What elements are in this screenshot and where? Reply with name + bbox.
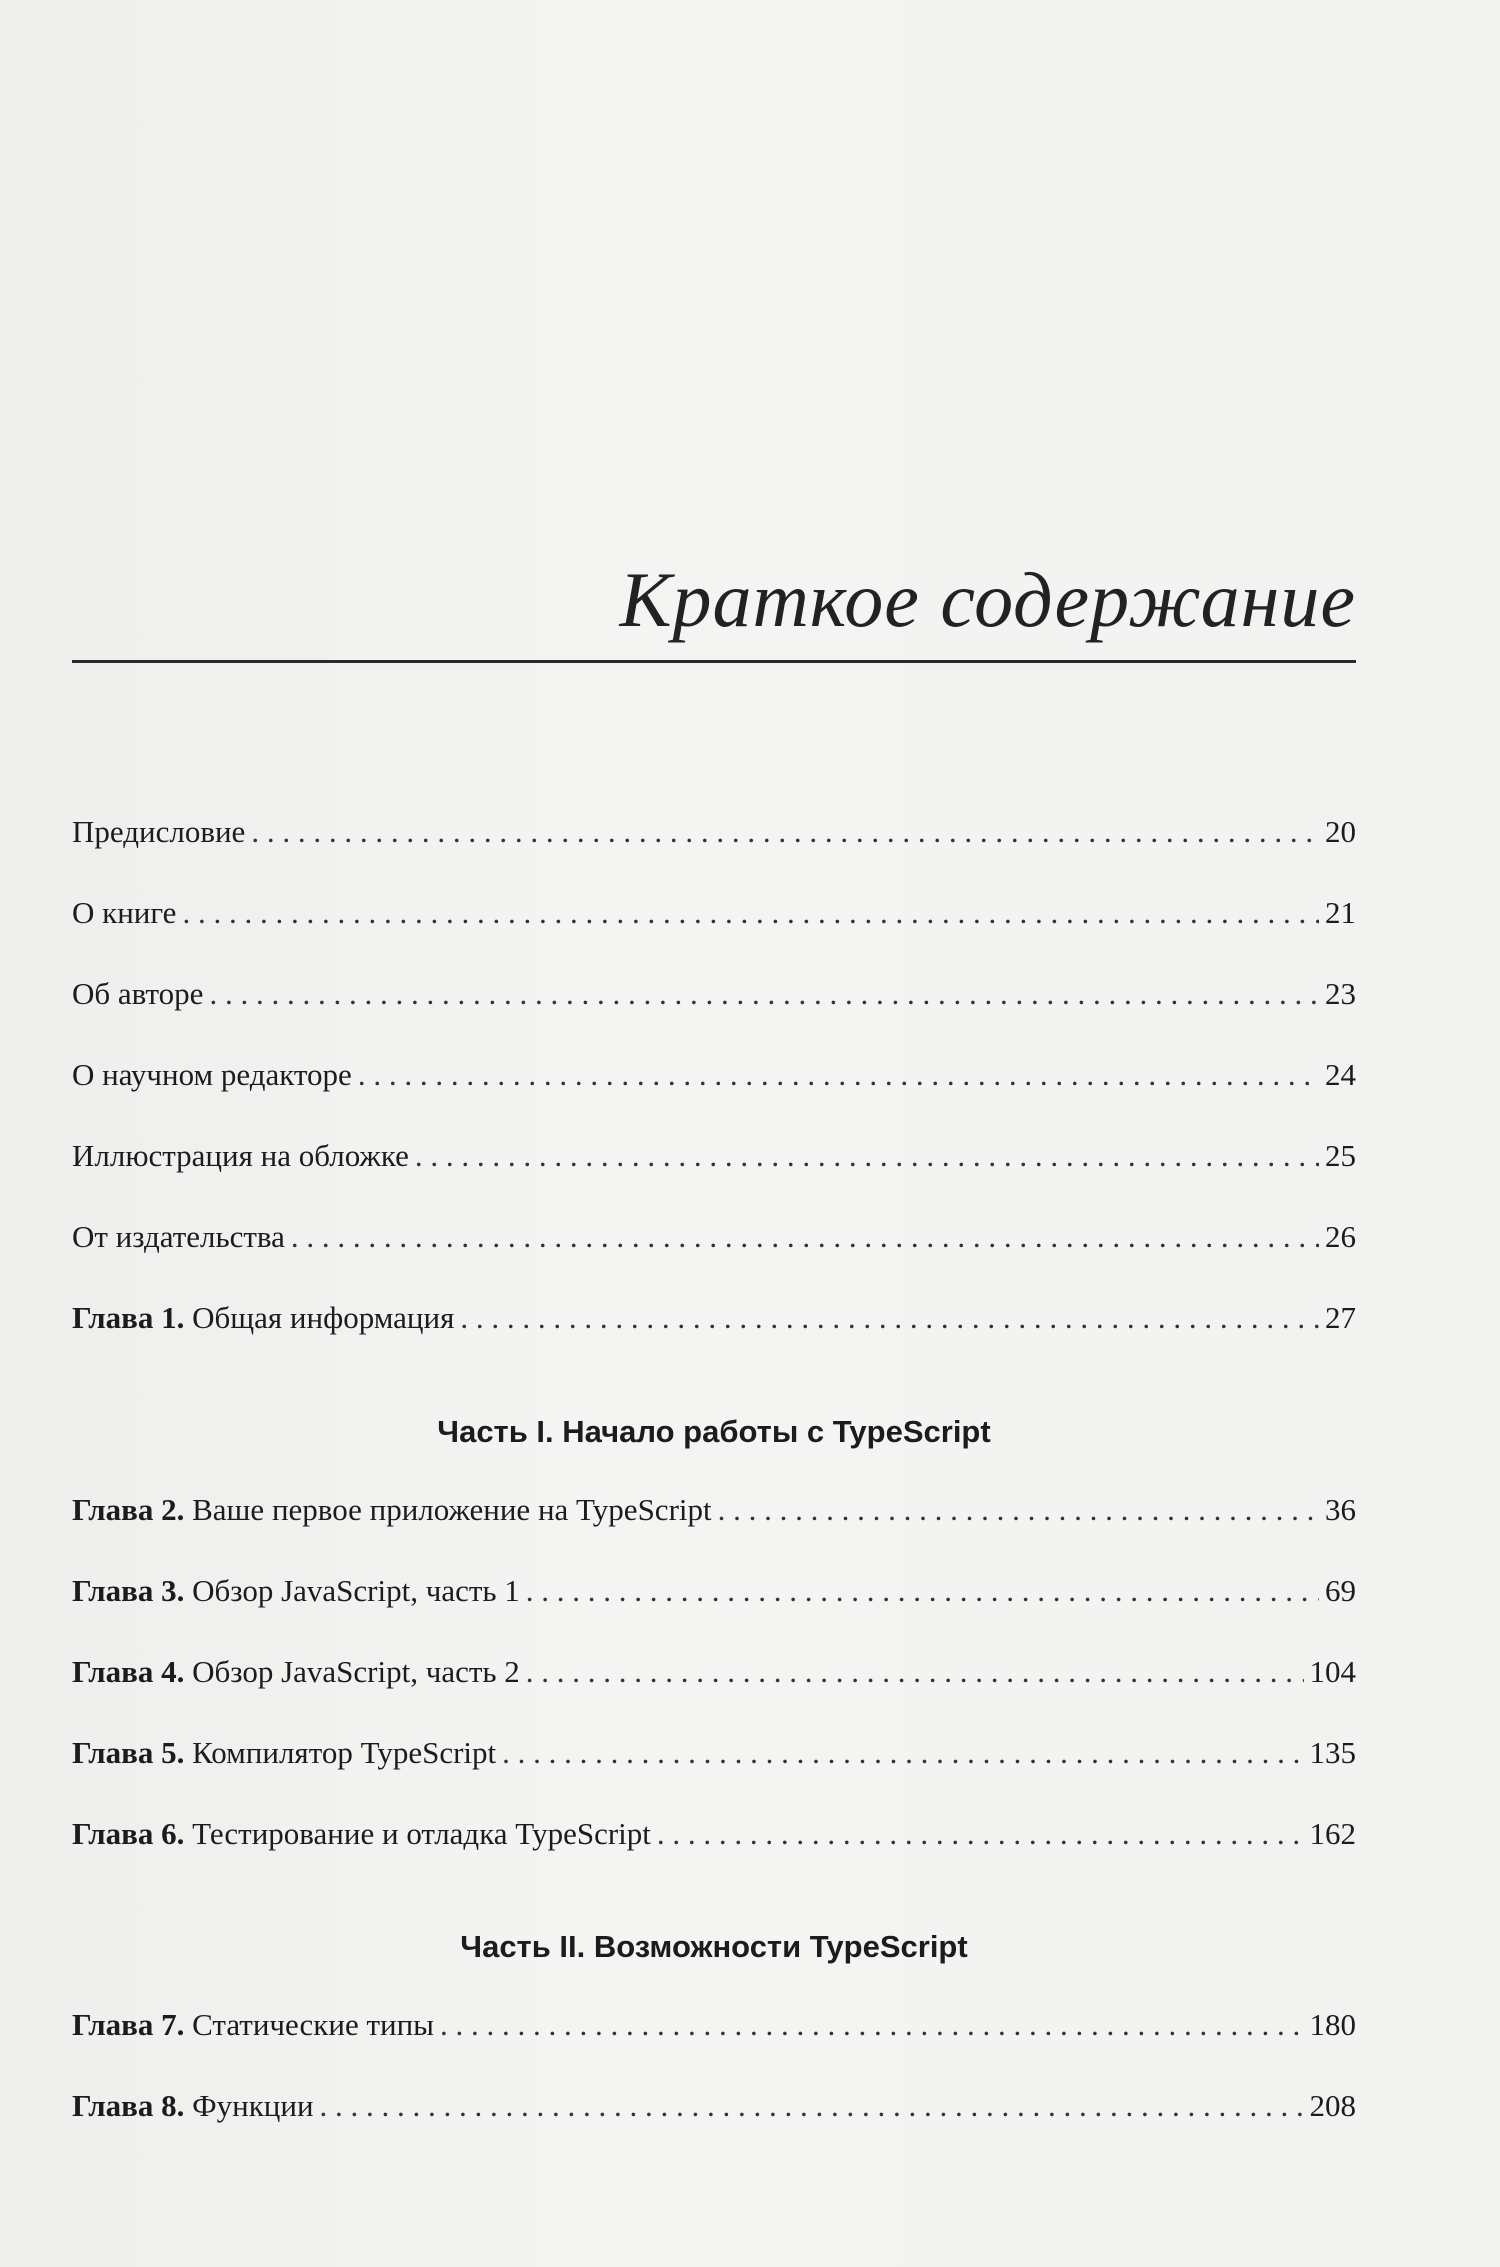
toc-page-number: 24 bbox=[1325, 1057, 1356, 1092]
toc-entry-label: Глава 2. Ваше первое приложение на TypeScript bbox=[72, 1492, 712, 1527]
leader-dots bbox=[182, 888, 1319, 938]
leader-dots bbox=[718, 1485, 1319, 1535]
toc-entry-label: Предисловие bbox=[72, 814, 246, 849]
page-title: Краткое содержание bbox=[619, 556, 1356, 643]
toc-entry-chapter-5[interactable] bbox=[72, 1728, 1356, 1778]
toc-page-number: 208 bbox=[1309, 2088, 1356, 2123]
toc-page-number: 36 bbox=[1325, 1492, 1356, 1527]
toc-page-number: 104 bbox=[1309, 1654, 1356, 1689]
toc-entry-label: О научном редакторе bbox=[72, 1057, 352, 1092]
part-1-heading: Часть I. Начало работы с TypeScript bbox=[437, 1414, 991, 1449]
leader-dots bbox=[209, 969, 1319, 1019]
leader-dots bbox=[415, 1131, 1319, 1181]
leader-dots bbox=[460, 1293, 1319, 1343]
toc-page-number: 162 bbox=[1309, 1816, 1356, 1851]
toc-entry-chapter-3[interactable] bbox=[72, 1566, 1356, 1616]
toc-page-number: 27 bbox=[1325, 1300, 1356, 1335]
leader-dots bbox=[657, 1809, 1304, 1859]
toc-page-number: 23 bbox=[1325, 976, 1356, 1011]
toc-page-number: 135 bbox=[1309, 1735, 1356, 1770]
toc-page-number: 69 bbox=[1325, 1573, 1356, 1608]
toc-entry-label: Иллюстрация на обложке bbox=[72, 1138, 409, 1173]
toc-entry-label: От издательства bbox=[72, 1219, 285, 1254]
leader-dots bbox=[251, 807, 1319, 857]
leader-dots bbox=[291, 1212, 1319, 1262]
toc-entry-about-book[interactable] bbox=[72, 888, 1356, 938]
toc-entry-about-author[interactable] bbox=[72, 969, 1356, 1019]
toc-page-number: 26 bbox=[1325, 1219, 1356, 1254]
toc-entry-about-editor[interactable] bbox=[72, 1050, 1356, 1100]
toc-entry-label: Глава 5. Компилятор TypeScript bbox=[72, 1735, 497, 1770]
toc-entry-label: Глава 6. Тестирование и отладка TypeScript bbox=[72, 1816, 651, 1851]
leader-dots bbox=[526, 1647, 1304, 1697]
toc-entry-chapter-4[interactable] bbox=[72, 1647, 1356, 1697]
toc-entry-chapter-1[interactable] bbox=[72, 1293, 1356, 1343]
leader-dots bbox=[502, 1728, 1303, 1778]
toc-entry-cover[interactable] bbox=[72, 1131, 1356, 1181]
leader-dots bbox=[320, 2081, 1304, 2131]
toc-entry-chapter-7[interactable] bbox=[72, 2000, 1356, 2050]
toc-page-number: 20 bbox=[1325, 814, 1356, 849]
toc-page-number: 21 bbox=[1325, 895, 1356, 930]
toc-entry-chapter-6[interactable] bbox=[72, 1809, 1356, 1859]
toc-entry-chapter-8[interactable] bbox=[72, 2081, 1356, 2131]
toc-entry-label: Об авторе bbox=[72, 976, 204, 1011]
toc-entry-label: Глава 7. Статические типы bbox=[72, 2007, 435, 2042]
part-2-heading: Часть II. Возможности TypeScript bbox=[460, 1929, 968, 1964]
toc-entry-label: Глава 8. Функции bbox=[72, 2088, 314, 2123]
toc-entry-label: О книге bbox=[72, 895, 177, 930]
toc-entry-preface[interactable] bbox=[72, 807, 1356, 857]
toc-entry-label: Глава 3. Обзор JavaScript, часть 1 bbox=[72, 1573, 520, 1608]
toc-page-number: 180 bbox=[1309, 2007, 1356, 2042]
title-rule bbox=[72, 660, 1356, 663]
leader-dots bbox=[358, 1050, 1319, 1100]
toc-page-number: 25 bbox=[1325, 1138, 1356, 1173]
leader-dots bbox=[526, 1566, 1319, 1616]
toc-entry-chapter-2[interactable] bbox=[72, 1485, 1356, 1535]
leader-dots bbox=[440, 2000, 1303, 2050]
toc-entry-publisher[interactable] bbox=[72, 1212, 1356, 1262]
toc-entry-label: Глава 4. Обзор JavaScript, часть 2 bbox=[72, 1654, 520, 1689]
toc-entry-label: Глава 1. Общая информация bbox=[72, 1300, 455, 1335]
